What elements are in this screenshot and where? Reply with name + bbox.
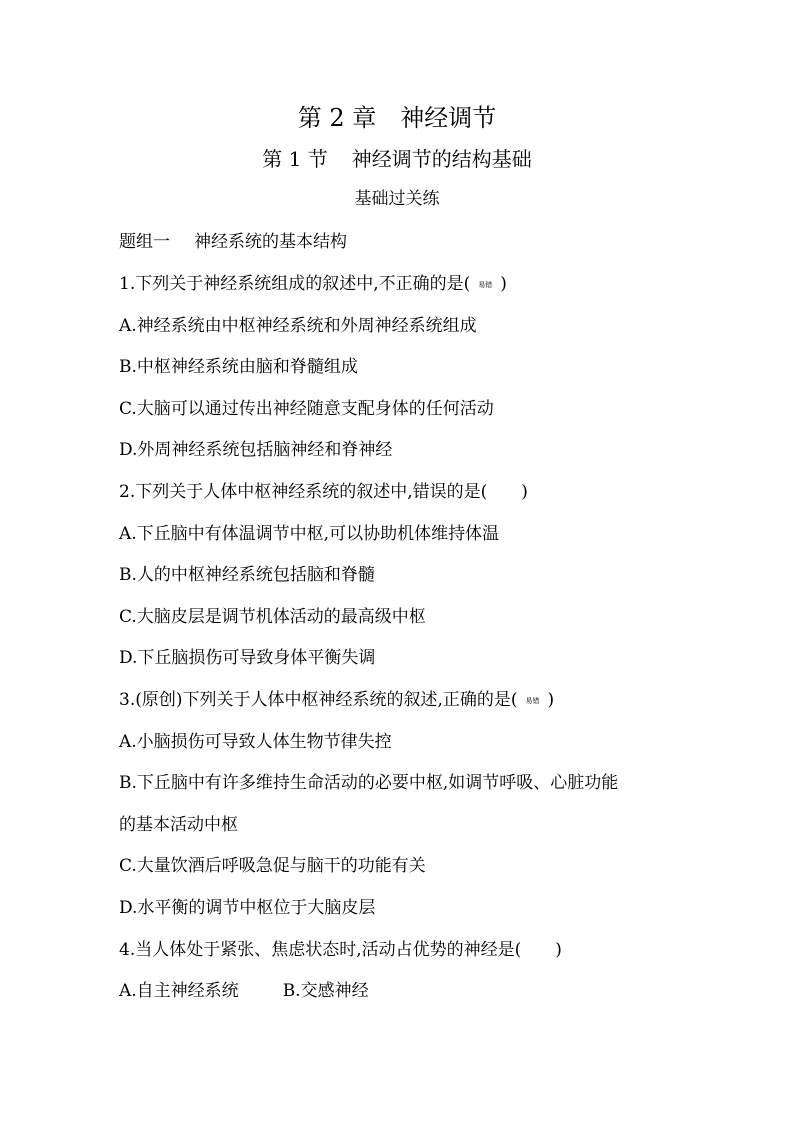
question-stem-text: 2.下列关于人体中枢神经系统的叙述中,错误的是( xyxy=(119,482,488,502)
question-stem-text: 4.当人体处于紧张、焦虑状态时,活动占优势的神经是( xyxy=(119,940,522,960)
difficulty-tag: 易错 xyxy=(525,697,540,705)
chapter-name: 神经调节 xyxy=(400,104,497,132)
close-paren: ) xyxy=(555,940,562,960)
question-1-option-a: A.神经系统由中枢神经系统和外周神经系统组成 xyxy=(119,316,477,336)
exercise-subtitle: 基础过关练 xyxy=(354,189,440,209)
question-3-option-b: B.下丘脑中有许多维持生命活动的必要中枢,如调节呼吸、心脏功能 xyxy=(119,773,619,793)
group-label: 题组一 xyxy=(119,232,170,252)
section-number: 第 1 节 xyxy=(262,147,328,171)
chapter-number: 第 2 章 xyxy=(297,104,377,132)
question-stem-text: 1.下列关于神经系统组成的叙述中,不正确的是( xyxy=(119,274,471,294)
question-4-stem xyxy=(119,937,562,963)
question-4-option-b: B.交感神经 xyxy=(282,981,369,1001)
question-3-option-d: D.水平衡的调节中枢位于大脑皮层 xyxy=(119,898,376,918)
question-3-option-b-continued: 的基本活动中枢 xyxy=(119,815,238,835)
question-4-options-row xyxy=(119,978,369,1004)
question-4-option-a: A.自主神经系统 xyxy=(119,981,239,1001)
question-2-option-d: D.下丘脑损伤可导致身体平衡失调 xyxy=(119,648,376,668)
group-heading xyxy=(119,229,347,255)
question-3-stem xyxy=(119,687,554,714)
section-title xyxy=(0,145,794,173)
question-stem-text: 3.(原创)下列关于人体中枢神经系统的叙述,正确的是( xyxy=(119,690,518,710)
question-1-stem xyxy=(119,271,507,298)
question-2-option-b: B.人的中枢神经系统包括脑和脊髓 xyxy=(119,565,375,585)
question-1-option-d: D.外周神经系统包括脑神经和脊神经 xyxy=(119,440,393,460)
question-2-stem xyxy=(119,479,528,505)
question-1-option-c: C.大脑可以通过传出神经随意支配身体的任何活动 xyxy=(119,399,494,419)
close-paren: ) xyxy=(547,690,555,710)
difficulty-tag: 易错 xyxy=(478,281,493,289)
group-name: 神经系统的基本结构 xyxy=(194,232,347,252)
question-2-option-c: C.大脑皮层是调节机体活动的最高级中枢 xyxy=(119,607,426,627)
question-3-option-a: A.小脑损伤可导致人体生物节律失控 xyxy=(119,732,392,752)
question-2-option-a: A.下丘脑中有体温调节中枢,可以协助机体维持体温 xyxy=(119,524,500,544)
section-name: 神经调节的结构基础 xyxy=(351,147,532,171)
question-1-option-b: B.中枢神经系统由脑和脊髓组成 xyxy=(119,357,358,377)
close-paren: ) xyxy=(521,482,528,502)
chapter-title xyxy=(0,102,794,134)
close-paren: ) xyxy=(500,274,507,294)
question-3-option-c: C.大量饮酒后呼吸急促与脑干的功能有关 xyxy=(119,856,426,876)
